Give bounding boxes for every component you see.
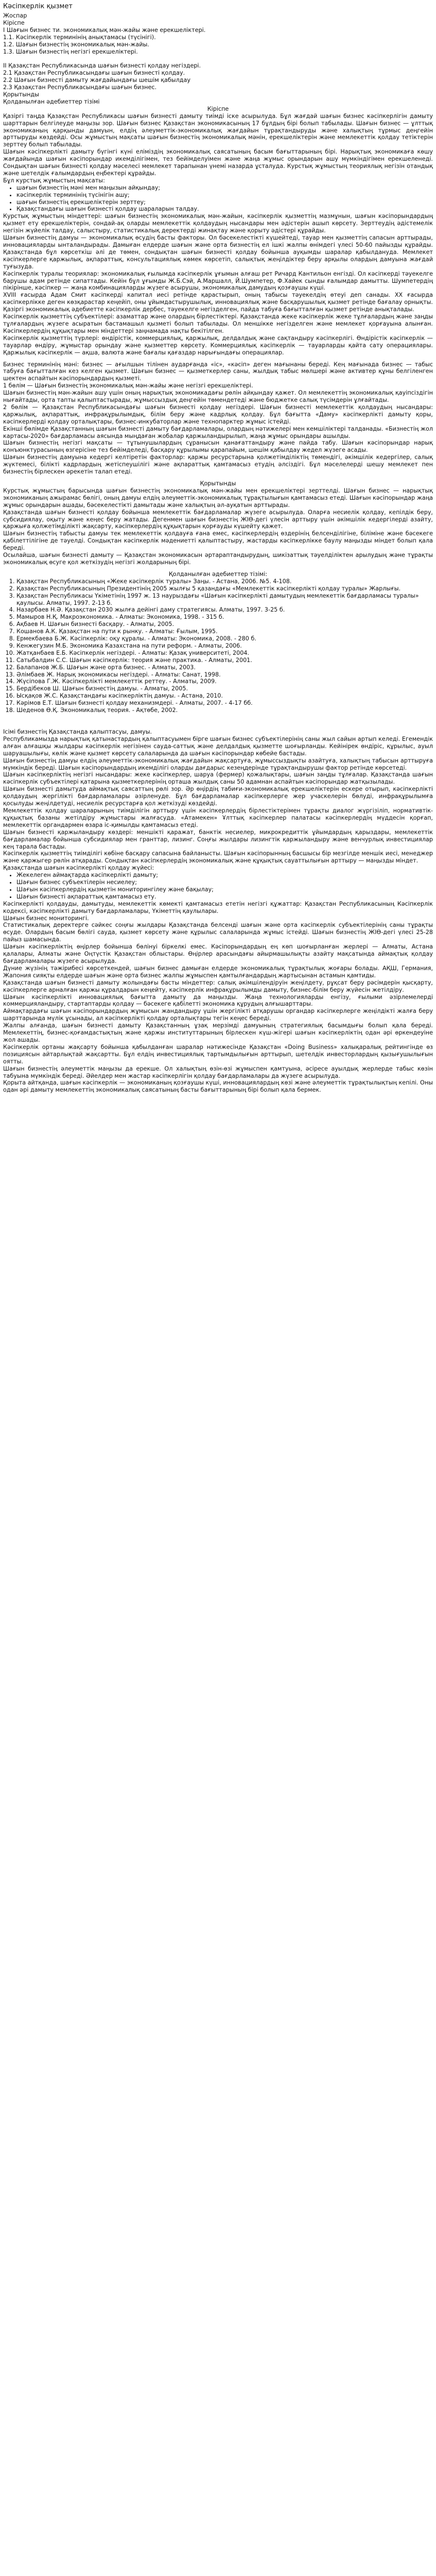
paragraph: Осылайша, шағын бизнесті дамыту — Қазақстан экономикасын әртараптандырудың, шикізаттық тәуелділіктен арылудың және тұрақты экономикалық өсуге қол жеткізудің негізгі жолдарының бірі. [3,552,433,566]
goals-list [3,184,433,213]
references-heading: Қолданылған әдебиеттер тізімі: [168,570,268,578]
paragraph: Мемлекеттік қолдау шараларының тиімділігін арттыру үшін кәсіпкерлердің бірлестіктерімен тұрақты диалог жүргізіліп, нормативтік-құқықтық базаны жетілдіру жұмыстары жалғасуда. «Атамекен» Ұлттық кәсіпкерлер палатасы кәсіпкерлердің мүддесін қорғап, мемлекеттік органдармен өзара іс-қимылды қамтамасыз етеді. [3,807,433,828]
paragraph: Шағын кәсіпкерлікті инновациялық бағытта дамыту да маңызды. Жаңа технологияларды енгізу, ғылыми әзірлемелерді коммерцияландыру, стартаптарды қолдау — бәсекеге қабілетті экономика құрудың алғышарттары. [3,993,433,1008]
intro-heading: Кіріспе [207,105,229,112]
paragraph: Кәсіпкерлік қызметтің субъектілері: азаматтар және олардың бірлестіктері. Қазақстанда жеке кәсіпкерлік жеке тұлғалардың және заңды тұлғалардың жүзеге асыратын бастамашыл қызметі болып табылады. Ол меншікке негізделген және мемлекет қорғауына алынған. Кәсіпкерлердің құқықтары мен міндеттері заңнамада нақты бекітілген. [3,313,433,334]
paragraph: 1 бөлім — Шағын бизнестің экономикалық мән-жайы және негізгі ерекшеліктері. [3,382,253,389]
paragraph: Кәсіпкерлікті қолдауды, дамытуды, мемлекеттік көмекті қамтамасыз ететін негізгі құжаттар: Қазақстан Республикасының Кәсіпкерлік кодексі, кәсіпкерлікті дамыту бағдарламалары, Үкіметтің қаулылары. [3,900,433,914]
paragraph: Қорыта айтқанда, шағын кәсіпкерлік — экономиканың қозғаушы күші, инновациялардың көзі және әлеуметтік тұрақтылықтың кепілі. Оны одан әрі дамыту мемлекеттің экономикалық саясатының басты бағыттарының бірі болып қала бермек. [3,1079,433,1094]
conclusion-section [3,487,433,566]
reference-item: 17. Кәрімов Е.Т. Шағын бизнесті қолдау механизмдері. - Алматы, 2007. - 4-17 бб. [16,700,433,707]
reference-item: 10. Жатқанбаев Е.Б. Кәсіпкерлік негіздері. - Алматы: Қазақ университеті, 2004. [16,650,433,657]
paragraph: Курстық жұмыстың міндеттері: шағын бизнестің экономикалық мән-жайын, кәсіпкерлік қызметтің мазмұнын, шағын кәсіпорындардың қызмет ету ерекшеліктерін, сондай-ақ оларды мемлекеттік қолдаудың нысандары мен әдістерін ашып көрсету. Зерттеудің әдістемелік негізін жүйелік талдау, салыстыру, статистикалық деректерді жинақтау және қорыту әдістері құрайды. [3,213,433,234]
paragraph: Шағын бизнестің табысты дамуы тек мемлекеттік қолдауға ғана емес, кәсіпкерлердің өздерінің белсенділігіне, біліміне және бәсекеге қабілеттілігіне де тәуелді. Сондықтан кәсіпкерлік мәдениетті қалыптастыру, жастарды кәсіпкерлікке баулу маңызды міндет болып қала береді. [3,530,433,552]
paragraph: Кәсіпкерлік қызметтің тиімділігі көбіне басқару сапасына байланысты. Шағын кәсіпорынның басшысы бір мезгілде меншік иесі, менеджер және қаржыгер рөлін атқарады. Сондықтан кәсіпкерлердің экономикалық және құқықтық сауаттылығын арттыру — маңызды міндет. [3,850,433,865]
reference-item: 11. Сатыбалдин С.С. Шағын кәсіпкерлік: теория және практика. - Алматы, 2001. [16,657,433,664]
toc-line: 1.1. Кәсіпкерлік терминінің анықтамасы (түсінігі). [3,33,156,41]
toc-line: 2.1 Қазақстан Республикасындағы шағын бизнесті қолдау. [3,70,185,77]
toc-line: 1.3. Шағын бизнестің негізгі ерекшеліктері. [3,48,138,55]
paragraph: Шағын кәсіпкерлікті дамыту бүгінгі күні еліміздің экономикалық саясатының басым бағыттарының бірі. Нарықтық экономикаға көшу жағдайында шағын кәсіпорындар икемділігімен, тез бейімделуімен және жаңа жұмыс орындарын ашу мүмкіндігімен ерекшеленеді. Сондықтан шағын бизнесті қолдау мәселесі мемлекет тарапынан үнемі назарда ұсталуда. Курстық жұмыстың теориялық негізін отандық және шетелдік ғалымдардың еңбектері құрайды. [3,148,433,177]
list-item: • Шағын кәсіпкерлердің қызметін мониторингілеу және бақылау; [16,886,433,893]
reference-item: 15. Бердібеков Ш. Шағын бизнестің дамуы. - Алматы, 2005. [16,685,433,692]
reference-item: 16. Ысқақов Ж.С. Қазақстандағы кәсіпкерліктің дамуы. - Астана, 2010. [16,692,433,700]
reference-item: 6. Ақбаев Н. Шағын бизнесті басқару. - Алматы, 2005. [16,621,433,628]
list-item: • кәсіпкерлік терминінің түсінігін ашу; [16,192,433,199]
conclusion-heading: Қорытынды [200,480,236,487]
toc-line: Қолданылған әдебиеттер тізімі [3,98,100,105]
intro-section [3,113,433,357]
document [0,0,436,1098]
paragraph: XVIII ғасырда Адам Смит кәсіпкерді капитал иесі ретінде қарастырып, оның табысы тәуекелдің өтеуі деп санады. XX ғасырда кәсіпкерлікке деген көзқарастар кеңейіп, оны ұйымдастырушылық, инновациялық және басқарушылық қызмет ретінде бағалау орнықты. Қазіргі экономикалық әдебиетте кәсіпкерлік дербес, тәуекелге негізделген, пайда табуға бағытталған қызмет ретінде анықталады. [3,292,433,313]
reference-item: 14. Жүсіпова Г.Ж. Кәсіпкерлікті мемлекеттік реттеу. - Алматы, 2009. [16,678,433,685]
paragraph: Бизнес терминінің мәні: бизнес — ағылшын тілінен аударғанда «іс», «кәсіп» деген мағынаны береді. Кең мағынада бизнес — табыс табуға бағытталған кез келген қызмет. Шағын бизнес — қызметкерлер саны, жылдық табыс мөлшері және активтер құны белгіленген шектен аспайтын кәсіпорындардың қызметі. [3,361,433,382]
toc-line: 2.3 Қазақстан Республикасындағы шағын бизнес. [3,84,157,91]
table-of-contents [3,12,433,106]
reference-item: 9. Кенжегузин М.Б. Экономика Казахстана на пути реформ. - Алматы, 2006. [16,642,433,650]
section-one [3,361,433,476]
list-item: • шағын бизнестің ерекшеліктерін зерттеу; [16,199,433,206]
paragraph: Курстық жұмыстың барысында шағын бизнестің экономикалық мән-жайы мен ерекшеліктері зерттелді. Шағын бизнес — нарықтық экономиканың ажырамас бөлігі, оның дамуы елдің әлеуметтік-экономикалық тұрақтылығын қамтамасыз етеді. Шағын кәсіпорындар жаңа жұмыс орындарын ашады, бәсекелестікті дамытады және халықтың әл-ауқатын арттырады. [3,487,433,509]
page-title: Кәсіпкерлік қызмет [3,3,73,10]
paragraph: Шағын бизнестің дамуы елдің әлеуметтік-экономикалық жағдайын жақсартуға, жұмыссыздықты азайтуға, халықтың табысын арттыруға мүмкіндік береді. Шағын кәсіпорындардың икемділігі оларды дағдарыс кезеңдерінде тұрақтандырушы фактор ретінде көрсетеді. [3,757,433,771]
reference-item: 13. Әлімбаев Ж. Нарық экономикасы негіздері. - Алматы: Санат, 1998. [16,671,433,679]
list-item: • Қазақстандағы шағын бизнесті қолдау шараларын талдау. [16,206,433,213]
paragraph: Қазақстанда шағын бизнесті дамыту жолындағы басты міндеттер: салық әкімшілендіруін жеңілдету, рұқсат беру рәсімдерін қысқарту, кәсіпкерлерге арналған қаржы құралдарын кеңейту, кәсіпкерлік инфрақұрылымды дамыту, бизнес-білім беру жүйесін жетілдіру. [3,979,433,993]
part-two [3,728,433,1094]
paragraph: Шағын бизнестің дамуына кедергі келтіретін факторлар: қаржы ресурстарына қолжетімділіктің төмендігі, әкімшілік кедергілер, салық жүктемесі, білікті кадрлардың жетіспеушілігі және ақпараттық қамтамасыз етудің әлсіздігі. Бұл мәселелерді шешу мемлекет пен бизнестің бірлескен әрекетін талап етеді. [3,454,433,476]
toc-line: 2.2 Шағын бизнесті дамыту жағдайындағы шешім қабылдау [3,77,190,84]
paragraph: 2 бөлім — Қазақстан Республикасындағы шағын бизнесті қолдау негіздері. Шағын бизнесті мемлекеттік қолдаудың нысандары: қаржылық, ақпараттық, инфрақұрылымдық, білім беру және кадрлық қолдау. Бұл бағытта «Даму» кәсіпкерлікті дамыту қоры, кәсіпкерлерді қолдау орталықтары, бизнес-инкубаторлар және технопарктер жұмыс істейді. [3,403,433,425]
reference-item: 4. Назарбаев Н.Ә. Қазақстан 2030 жылға дейінгі даму стратегиясы. Алматы, 1997. 3-25 б. [16,606,433,614]
list-item: • Жекелеген аймақтарда кәсіпкерлікті дамыту; [16,872,433,879]
toc-line: І Шағын бизнес ти. экономикалық мән-жайы және ерекшеліктері. [3,26,206,33]
paragraph: Бұл курстық жұмыстың мақсаты: [3,177,105,184]
paragraph: Екінші бөлімде Қазақстанның шағын бизнесті дамыту бағдарламалары, олардың нәтижелері мен кемшіліктері талданады. «Бизнестің жол картасы-2020» бағдарламасы аясында мыңдаған жобалар қаржыландырылып, жаңа жұмыс орындары ашылды. [3,425,433,439]
paragraph: Шағын кәсіпкерліктің өңірлер бойынша бөлінуі біркелкі емес. Кәсіпорындардың ең көп шоғырланған жерлері — Алматы, Астана қалалары, Алматы және Оңтүстік Қазақстан облыстары. Өңірлер арасындағы айырмашылықты азайту мақсатында аймақтық қолдау бағдарламалары жүзеге асырылуда. [3,943,433,964]
paragraph: Аймақтардағы шағын кәсіпорындардың жұмысын жандандыру үшін жергілікті атқарушы органдар кәсіпкерлерге жеңілдікті жалға беру шарттарында мүлік ұсынады, ал кәсіпкерлікті қолдау орталықтары тегін кеңес береді. [3,1008,433,1022]
toc-line: Кіріспе [3,19,25,26]
paragraph: Шағын бизнестің мән-жайын ашу үшін оның нарықтық экономикадағы рөлін айқындау қажет. Ол мемлекеттің экономикалық қауіпсіздігін нығайтады, орта тапты қалыптастырады, жұмыссыздық деңгейін төмендетеді және бюджетке салық түсімдерін ұлғайтады. [3,389,433,404]
paragraph: Республикамызда нарықтық қатынастардың қалыптасуымен бірге шағын бизнес субъектілерінің саны жыл сайын артып келеді. Егемендік алған алғашқы жылдары кәсіпкерлік негізінен сауда-саттық және делдалдық қызметте шоғырланды. Кейінірек өндіріс, құрылыс, ауыл шаруашылығы, көлік және қызмет көрсету салаларында да шағын кәсіпорындар көбейе бастады. [3,735,433,757]
toc-line: 1.2. Шағын бизнестің экономикалық мән-жайы. [3,41,149,48]
paragraph: Шағын кәсіпкерліктің негізгі нысандары: жеке кәсіпкерлер, шаруа (фермер) қожалықтары, шағын заңды тұлғалар. Қазақстанда шағын кәсіпкерлік субъектілері қатарына қызметкерлерінің орташа жылдық саны 50 адамнан аспайтын кәсіпорындар жатқызылады. [3,771,433,786]
reference-item: 8. Ермекбаева Б.Ж. Кәсіпкерлік: оқу құралы. - Алматы: Экономика, 2008. - 280 б. [16,635,433,642]
paragraph: Шағын бизнесті қаржыландыру көздері: меншікті қаражат, банктік несиелер, микрокредиттік ұйымдардың қарыздары, мемлекеттік бағдарламалар бойынша субсидиялар мен гранттар, лизинг. Соңғы жылдары лизингтік қаржыландыру және венчурлық инвестициялар кең тарала бастады. [3,828,433,850]
toc-line: Жоспар [3,12,27,19]
reference-item: 1. Қазақстан Республикасының «Жеке кәсіпкерлік туралы» Заңы. - Астана, 2006. №5. 4-108. [16,578,433,585]
reference-item: 2. Қазақстан Республикасының Президентінің 2005 жылғы 5 қазандағы «Мемлекеттік кәсіпкерлікті қолдау туралы» Жарлығы. [16,585,433,592]
paragraph: Шағын бизнес мониторингі. [3,914,89,922]
paragraph: Дүние жүзінің тәжірибесі көрсеткендей, шағын бизнес дамыған елдерде экономикалық тұрақтылық жоғары болады. АҚШ, Германия, Жапония сияқты елдерде шағын және орта бизнес жалпы жұмыспен қамтылғандардың жартысынан астамын қамтиды. [3,964,433,979]
support-list [3,872,433,901]
paragraph: Статистикалық деректерге сәйкес соңғы жылдары Қазақстанда белсенді шағын және орта кәсіпкерлік субъектілерінің саны тұрақты өсуде. Олардың басым бөлігі сауда, қызмет көрсету және құрылыс салаларында жұмыс істейді. Шағын бизнестің ЖІӨ-дегі үлесі 25-28 пайыз шамасында. [3,922,433,943]
paragraph: Қазақстанда шағын бизнесті қолдау бойынша мемлекеттік бағдарламалар жүзеге асырылуда. Оларға несиелік қолдау, кепілдік беру, субсидиялау, оқыту және кеңес беру жатады. Дегенмен шағын бизнестің ЖІӨ-дегі үлесін арттыру үшін әкімшілік кедергілерді азайту, қаржыға қолжетімділікті жақсарту, кәсіпкерлердің құқықтарын қорғауды күшейту қажет. [3,509,433,530]
list-item: • Шағын бизнесті ақпараттық қамтамасыз ету. [16,893,433,901]
paragraph: Жалпы алғанда, шағын бизнесті дамыту Қазақстанның ұзақ мерзімді дамуының стратегиялық басымдығы болып қала береді. Мемлекеттің, бизнес-қоғамдастықтың және қаржы институттарының бірлескен күш-жігері шағын кәсіпкерліктің одан әрі өркендеуіне жол ашады. [3,1022,433,1043]
references-list [3,578,433,714]
paragraph: Шағын бизнестің негізгі мақсаты — тұтынушылардың сұранысын қанағаттандыру және пайда табу. Шағын кәсіпорындар нарық конъюнктурасының өзгерісіне тез бейімделеді, басқару құрылымы қарапайым, шешім қабылдау жедел жүзеге асады. [3,439,433,454]
toc-line: Қорытынды [3,91,39,98]
paragraph: Кәсіпкерлік ортаны жақсарту бойынша қабылданған шаралар нәтижесінде Қазақстан «Doing Business» халықаралық рейтингінде өз позициясын айтарлықтай жақсартты. Бұл елдің инвестициялық тартымдылығын арттырып, шетелдік инвесторлардың қызығушылығын оятты. [3,1043,433,1065]
reference-item: 18. Шеденов Ө.Қ. Экономикалық теория. - Ақтөбе, 2002. [16,707,433,714]
list-item: • Шағын бизнес субъектілерін несиелеу; [16,879,433,886]
reference-item: 5. Мамыров Н.Қ. Макроэкономика. - Алматы: Экономика, 1998. - 315 б. [16,614,433,621]
reference-item: 12. Балапанов Ж.Б. Шағын және орта бизнес. - Алматы, 2003. [16,664,433,671]
paragraph: Ісімі бизнестің Қазақстанда қалыптасуы, дамуы. [3,728,152,735]
paragraph: Шағын бизнестің әлеуметтік маңызы да ерекше. Ол халықтың өзін-өзі жұмыспен қамтуына, әсіресе ауылдық жерлерде табыс көзін табуына мүмкіндік береді. Әйелдер мен жастар кәсіпкерлігін қолдау бағдарламалары да жүзеге асырылуда. [3,1065,433,1079]
paragraph: Кәсіпкерлік қызметтің түрлері: өндірістік, коммерциялық, қаржылық, делдалдық және сақтандыру кәсіпкерлігі. Өндірістік кәсіпкерлік — тауарлар өндіру, жұмыстар орындау және қызметтер көрсету. Коммерциялық кәсіпкерлік — тауарларды қайта сату операциялары. Қаржылық кәсіпкерлік — ақша, валюта және бағалы қағаздар нарығындағы операциялар. [3,334,433,356]
reference-item: 3. Қазақстан Республикасы Үкіметінің 1997 ж. 13 наурыздағы «Шағын кәсіпкерлікті дамытудың мемлекеттік бағдарламасы туралы» қаулысы. Алматы, 1997. 2-13 б. [16,592,433,607]
toc-line: ІІ Қазақстан Республикасында шағын бизнесті қолдау негіздері. [3,62,201,70]
toc-line [3,55,433,62]
list-item: • шағын бизнестің мәні мен маңызын айқындау; [16,184,433,192]
paragraph: Шағын бизнесті дамытуда аймақтық саясаттың рөлі зор. Әр өңірдің табиғи-экономикалық ерекшеліктерін ескере отырып, кәсіпкерлікті қолдаудың жергілікті бағдарламалары әзірленуде. Бұл бағдарламалар кәсіпкерлерге жер учаскелерін бөлуді, инфрақұрылымға қосылуды жеңілдетуді, несиелік ресурстарға қол жеткізуді көздейді. [3,786,433,807]
paragraph: Қазақстанда шағын кәсіпкерлікті қолдау жүйесі: [3,865,154,872]
paragraph: Шағын бизнестің дамуы — экономикалық өсудің басты факторы. Ол бәсекелестікті күшейтеді, тауар мен қызметтің сапасын арттырады, инновацияларды ынталандырады. Дамыған елдерде шағын және орта бизнестің ел ішкі жалпы өнімдегі үлесі 50-60 пайызды құрайды. Қазақстанда бұл көрсеткіш әлі де төмен, сондықтан шағын бизнесті қолдау бойынша ауқымды шаралар қабылдануда. Мемлекет кәсіпкерлерге қаржылық, ақпараттық, консультациялық көмек көрсетіп, салықтық жеңілдіктер беру арқылы олардың дамуына жағдай туғызуда. [3,234,433,270]
paragraph: Қазіргі таңда Қазақстан Республикасы шағын бизнесті дамыту тиімді іске асырылуда. Бұл жағдай шағын бизнес кәсіпкерлігін дамыту шарттарын белгілеуде маңызы зор. Шағын бизнес Қазақстан экономикасының 17 бұлдың бірі болып табылады. Шағын бизнес — ұлттық экономиканың қарқынды дамуын, елдің әлеуметтік-экономикалық жағдайын тұрақтандыруды және халықтың тұрмыс деңгейін арттыруды көздейді. Осы жұмыстың мақсаты шағын бизнестің экономикалық мәнін, ерекшеліктерін және мемлекеттік қолдау тетіктерін зерттеу болып табылады. [3,112,433,148]
reference-item: 7. Кошанов А.К. Қазақстан на пути к рынку. - Алматы: Ғылым, 1995. [16,628,433,635]
paragraph: Кәсіпкерлік туралы теориялар: экономикалық ғылымда кәсіпкерлік ұғымын алғаш рет Ричард Кантильон енгізді. Ол кәсіпкерді тәуекелге барушы адам ретінде сипаттады. Кейін бұл ұғымды Ж.Б.Сэй, А.Маршалл, Й.Шумпетер, Ф.Хайек сынды ғалымдар дамытты. Шумпетердің пікірінше, кәсіпкер — жаңа комбинацияларды жүзеге асырушы, экономикалық дамудың қозғаушы күші. [3,270,433,292]
